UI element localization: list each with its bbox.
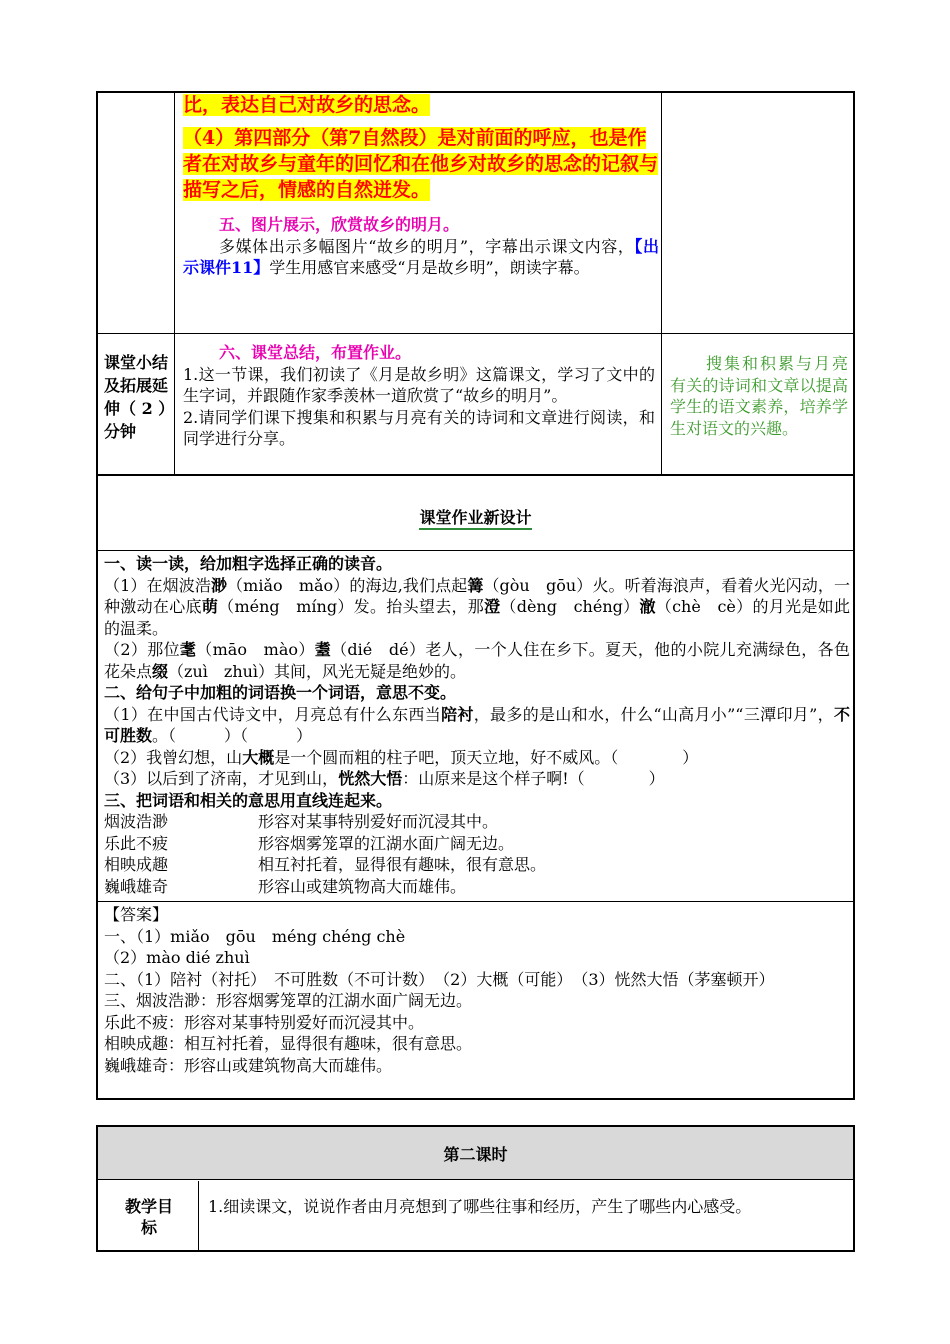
summary-item-1: 1.这一节课，我们初读了《月是故乡明》这篇课文，学习了文中的生字词，并跟随作家季羡林一道欣赏了“故乡的明月”。: [183, 364, 655, 405]
match-definition: 形容烟雾笼罩的江湖水面广阔无边。: [258, 833, 515, 853]
match-row: [104, 833, 850, 855]
question-1-part-1: （1）在烟波浩渺（miǎo mǎo）的海边,我们点起篝（gòu gōu）火。听着海浪声，看着火光闪动，一种激动在心底萌（méng míng）发。抬头望去，那澄（dèng chéng）澈（chè cè）的月光是如此的温柔。: [104, 575, 850, 638]
question-2-part-1: （1）在中国古代诗文中，月亮总有什么东西当陪衬，最多的是山和水，什么“山高月小”“三潭印月”，不可胜数。（ ）（ ）: [104, 704, 850, 745]
grid-line: [97, 474, 854, 476]
row2-note: 搜集和积累与月亮有关的诗词和文章以提高学生的语文素养，培养学生对语文的兴趣。: [670, 354, 848, 438]
answer-line: 巍峨雄奇：形容山或建筑物高大而雄伟。: [104, 1055, 393, 1075]
homework-title: 课堂作业新设计: [97, 505, 854, 528]
grid-line: [661, 92, 662, 474]
teaching-goal-text: 1.细读课文，说说作者由月亮想到了哪些往事和经历，产生了哪些内心感受。: [208, 1197, 752, 1216]
answer-line: （2）mào dié zhuì: [104, 948, 250, 967]
grid-line: [97, 550, 854, 551]
section6-title: 六、课堂总结，布置作业。: [219, 343, 412, 362]
answers-title: 【答案】: [104, 905, 169, 924]
match-row: [104, 854, 850, 876]
exercises: [104, 553, 850, 897]
grid-line: [174, 92, 175, 474]
courseware-link: 【出示课件11】: [183, 236, 659, 277]
grid-line: [97, 333, 854, 334]
summary-item-2: 2.请同学们课下搜集和积累与月亮有关的诗词和文章进行阅读，和同学进行分享。: [183, 407, 655, 448]
answer-line: 相映成趣：相互衬托着，显得很有趣味，很有意思。: [104, 1034, 473, 1053]
match-word: 相映成趣: [104, 855, 169, 874]
row1-content: [183, 93, 659, 279]
question-1-part-2: （2）那位耄（māo mào）耋（dié dé）老人，一个人住在乡下。夏天，他的小院儿充满绿色，各色花朵点缀（zuì zhuì）其间，风光无疑是绝妙的。: [104, 640, 850, 681]
section5-text: 多媒体出示多幅图片“故乡的明月”，字幕出示课文内容，【出示课件11】学生用感官来感受“月是故乡明”，朗读字幕。: [183, 236, 659, 277]
row2-content: [183, 342, 655, 450]
highlighted-paragraph: （4）第四部分（第7自然段）是对前面的呼应，也是作者在对故乡与童年的回忆和在他乡对故乡的思念的记叙与描写之后，情感的自然迸发。: [183, 127, 659, 201]
teaching-goal-label: 教学目标: [124, 1197, 173, 1237]
match-row: [104, 811, 850, 833]
grid-line: [97, 901, 854, 902]
second-lesson-header: 第二课时: [98, 1127, 853, 1180]
match-row: [104, 876, 850, 898]
match-word: 烟波浩渺: [104, 812, 169, 831]
answer-line: 二、（1）陪衬（衬托） 不可胜数（不可计数） （2）大概（可能） （3）恍然大悟（茅塞顿开）: [104, 969, 775, 989]
match-definition: 相互衬托着，显得很有趣味，很有意思。: [258, 855, 547, 874]
match-word: 乐此不疲: [104, 833, 169, 853]
answer-line: 三、烟波浩渺：形容烟雾笼罩的江湖水面广阔无边。: [104, 991, 473, 1010]
question-3-title: 三、把词语和相关的意思用直线连起来。: [104, 790, 393, 810]
section5-title: 五、图片展示，欣赏故乡的明月。: [219, 215, 460, 234]
matching-list: [104, 811, 850, 897]
match-word: 巍峨雄奇: [104, 876, 169, 896]
match-definition: 形容山或建筑物高大而雄伟。: [258, 876, 467, 896]
row2-label: 课堂小结及拓展延伸（ 2 ）分钟: [104, 353, 169, 441]
question-2-part-2: （2）我曾幻想，山大概是一个圆而粗的柱子吧，顶天立地，好不威风。（ ）: [104, 747, 699, 767]
highlighted-text: 比，表达自己对故乡的思念。: [183, 94, 431, 116]
question-1-title: 一、读一读，给加粗字选择正确的读音。: [104, 554, 393, 573]
answers: [104, 904, 850, 1076]
grid-line: [198, 1181, 199, 1251]
answer-line: 一、（1）miǎo gōu méng chéng chè: [104, 926, 406, 946]
match-definition: 形容对某事特别爱好而沉浸其中。: [258, 812, 499, 831]
answer-line: 乐此不疲：形容对某事特别爱好而沉浸其中。: [104, 1012, 425, 1032]
question-2-title: 二、给句子中加粗的词语换一个词语，意思不变。: [104, 683, 457, 702]
question-2-part-3: （3）以后到了济南，才见到山，恍然大悟：山原来是这个样子啊!（ ）: [104, 769, 665, 788]
